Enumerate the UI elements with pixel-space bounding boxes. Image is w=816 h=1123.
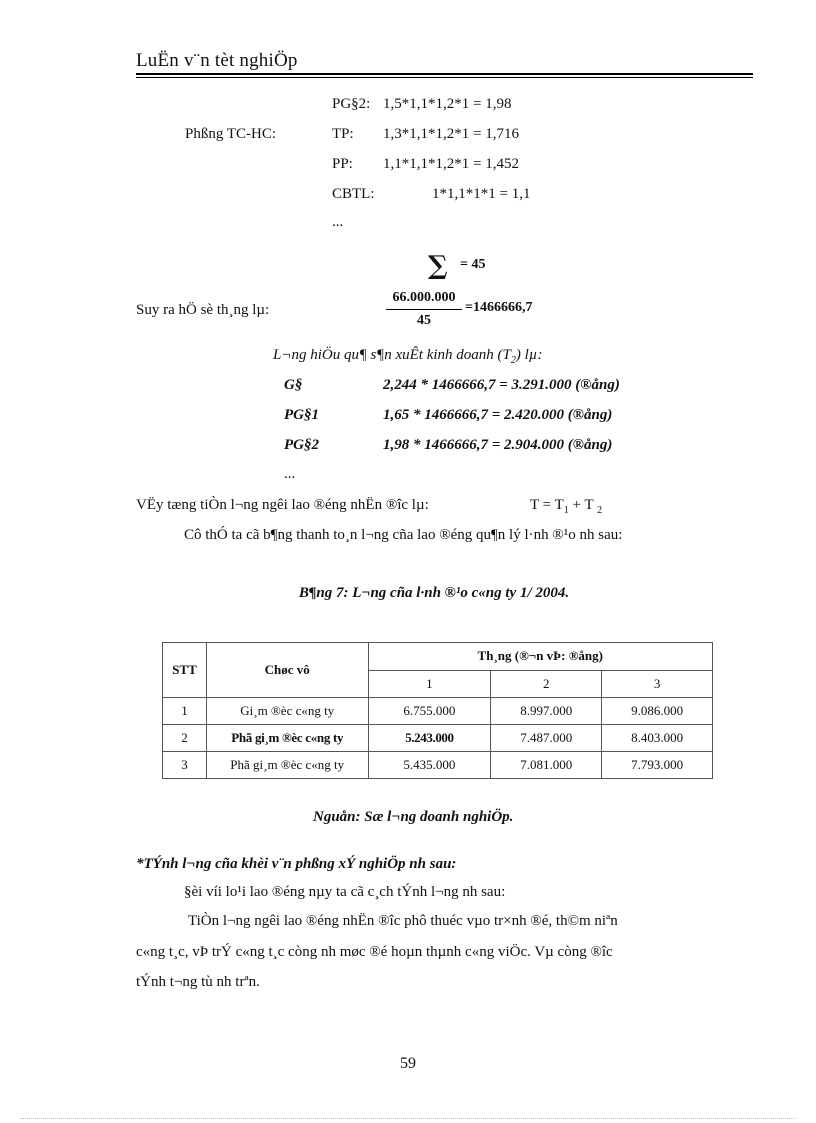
ratio-fraction — [386, 290, 462, 329]
eq-sub1: 1 — [563, 505, 569, 516]
coef-formula: 1,3*1,1*1,2*1 = 1,716 — [383, 126, 519, 142]
salary-ellipsis: ... — [284, 466, 296, 482]
page-bottom-border — [20, 1118, 796, 1119]
salary-heading — [273, 347, 542, 366]
section2-heading: *TÝnh l¬ng cña khèi v¨n phßng xÝ nghiÖp nh sau: — [136, 856, 457, 872]
salary-heading-sub: 2 — [510, 355, 516, 366]
total-equation — [530, 497, 602, 516]
coef-role: PP: — [332, 156, 353, 172]
header-rule-thick — [136, 73, 753, 75]
table-header-role: Chøc vô — [206, 643, 368, 698]
section2-line1: §èi víi lo¹i lao ®éng nµy ta cã c¸ch tÝnh l¬ng nh sau: — [184, 884, 506, 900]
salary-formula: 1,65 * 1466666,7 = 2.420.000 (®ång) — [383, 407, 613, 423]
salary-table — [162, 642, 713, 779]
coef-role: PG§2: — [332, 96, 371, 112]
cell-value: 5.243.000 — [368, 725, 491, 752]
table-header-month: 3 — [602, 670, 713, 698]
cell-stt: 1 — [163, 698, 207, 725]
header-rule-thin — [136, 77, 753, 78]
coef-role: TP: — [332, 126, 354, 142]
cell-value: 7.081.000 — [491, 752, 602, 779]
eq-pre: T = T — [530, 497, 564, 513]
cell-stt: 3 — [163, 752, 207, 779]
cell-value: 7.487.000 — [491, 725, 602, 752]
sum-value: = 45 — [460, 257, 486, 272]
cell-role: Gi¸m ®èc c«ng ty — [206, 698, 368, 725]
coef-ellipsis: ... — [332, 214, 344, 230]
ratio-result: =1466666,7 — [465, 300, 533, 315]
salary-heading-pre: L¬ng hiÖu qu¶ s¶n xuÊt kinh doanh (T — [273, 347, 511, 363]
table-header-stt: STT — [163, 643, 207, 698]
table-row — [163, 698, 713, 725]
cell-value: 8.403.000 — [602, 725, 713, 752]
cell-value: 6.755.000 — [368, 698, 491, 725]
table-source: Nguån: Sæ l¬ng doanh nghiÖp. — [313, 809, 514, 825]
department-label: Phßng TC-HC: — [185, 126, 276, 142]
section2-para-line3: tÝnh t¬ng tù nh trªn. — [136, 974, 260, 990]
coef-formula: 1,5*1,1*1,2*1 = 1,98 — [383, 96, 512, 112]
section2-para-line2: c«ng t¸c, vÞ trÝ c«ng t¸c còng nh møc ®é hoµn thµnh c«ng viÖc. Vµ còng ®îc — [136, 944, 613, 960]
eq-sub2: 2 — [597, 505, 603, 516]
coef-formula: 1,1*1,1*1,2*1 = 1,452 — [383, 156, 519, 172]
eq-mid: + T — [568, 497, 598, 513]
salary-formula: 1,98 * 1466666,7 = 2.904.000 (®ång) — [383, 437, 613, 453]
coef-formula: 1*1,1*1*1 = 1,1 — [432, 186, 531, 202]
cell-role: Phã gi¸m ®èc c«ng ty — [206, 752, 368, 779]
cell-role: Phã gi¸m ®èc c«ng ty — [206, 725, 368, 752]
ratio-label: Suy ra hÖ sè th¸ng lµ: — [136, 302, 270, 318]
section2-para-line1: TiÒn l¬ng ngêi lao ®éng nhËn ®îc phô thuéc vµo tr×nh ®é, th©m niªn — [188, 913, 618, 929]
salary-formula: 2,244 * 1466666,7 = 3.291.000 (®ång) — [383, 377, 620, 393]
total-line-text: VËy tæng tiÒn l¬ng ngêi lao ®éng nhËn ®îc lµ: — [136, 497, 429, 513]
document-header-title: LuËn v¨n tèt nghiÖp — [136, 50, 298, 71]
cell-value: 9.086.000 — [602, 698, 713, 725]
ratio-denominator: 45 — [417, 313, 431, 328]
salary-role: PG§2 — [284, 437, 319, 453]
salary-role: PG§1 — [284, 407, 319, 423]
table-header-months: Th¸ng (®¬n vÞ: ®ång) — [368, 643, 712, 671]
table-header-month: 2 — [491, 670, 602, 698]
table-header-month: 1 — [368, 670, 491, 698]
salary-role: G§ — [284, 377, 303, 393]
salary-heading-post: ) lµ: — [515, 347, 543, 363]
cell-stt: 2 — [163, 725, 207, 752]
table-row — [163, 752, 713, 779]
table-caption: B¶ng 7: L¬ng cña l·nh ®¹o c«ng ty 1/ 2004. — [298, 585, 570, 601]
page-number: 59 — [400, 1055, 416, 1072]
intro-line: Cô thÓ ta cã b¶ng thanh to¸n l¬ng cña lao ®éng qu¶n lý l·nh ®¹o nh sau: — [184, 527, 623, 543]
cell-value: 8.997.000 — [491, 698, 602, 725]
ratio-numerator: 66.000.000 — [386, 290, 462, 310]
coef-role: CBTL: — [332, 186, 375, 202]
cell-value: 7.793.000 — [602, 752, 713, 779]
table-row — [163, 725, 713, 752]
cell-value: 5.435.000 — [368, 752, 491, 779]
sigma-symbol: ∑ — [428, 251, 448, 281]
